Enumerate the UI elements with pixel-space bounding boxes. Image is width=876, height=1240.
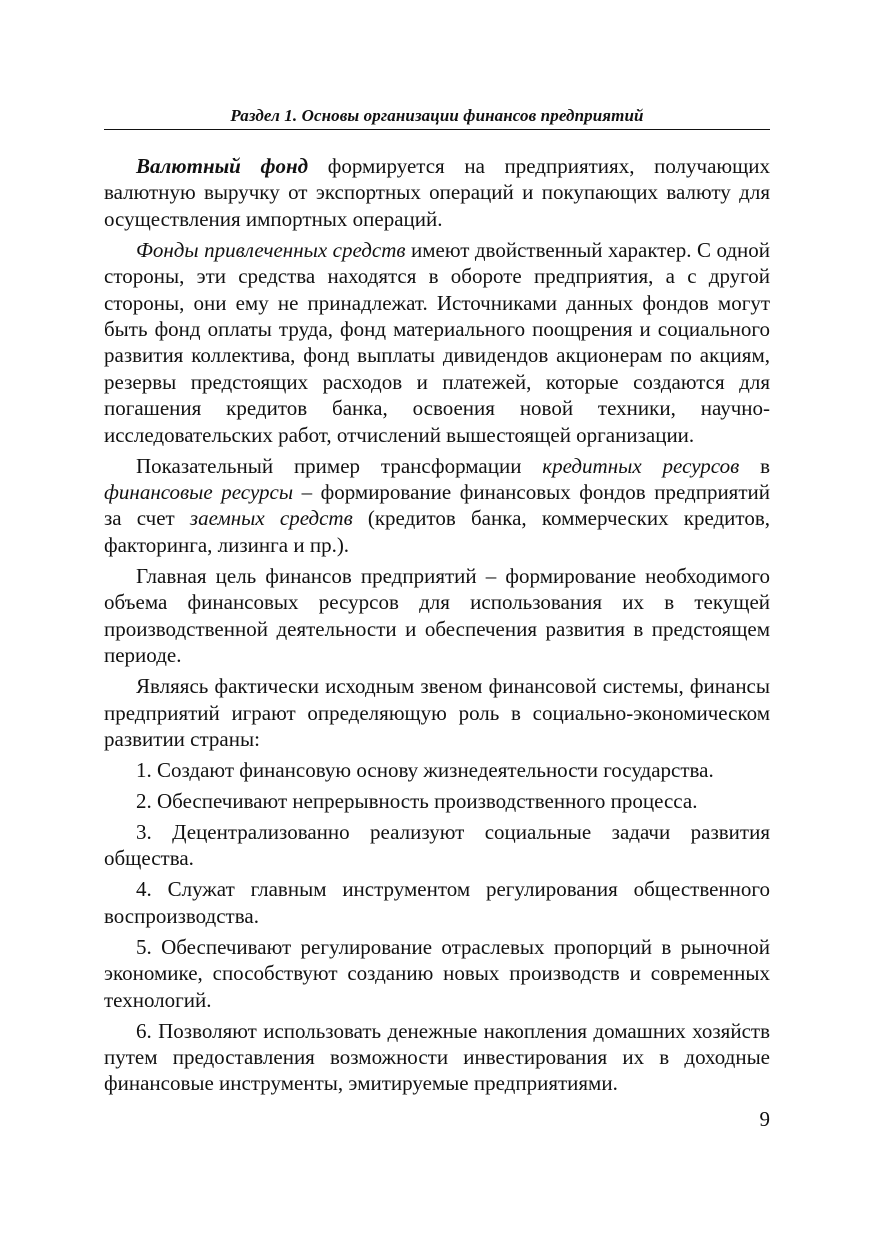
- text-segment: в: [739, 453, 770, 478]
- paragraph-transformation: [104, 453, 770, 559]
- body-text: [104, 153, 770, 1101]
- paragraph-borrowed-funds: [104, 237, 770, 448]
- term-borrowed-funds: Фонды привлеченных средств: [136, 237, 406, 262]
- text-segment: Показательный пример трансформации: [136, 453, 543, 478]
- page-number: 9: [759, 1107, 770, 1131]
- paragraph-text: имеют двойственный характер. С одной стороны, эти средства находятся в обороте предприятия, а с другой стороны, они ему не принадлежат. Источниками данных фондов могут быть фонд оплаты труда, фонд материального поощрения и социального развития коллектива, фонд выплаты дивидендов акционерам по акциям, резервы предстоящих расходов и платежей, которые создаются для погашения кредитов банка, освоения новой техники, научно-исследовательских работ, отчислений вышестоящей организации.: [104, 237, 771, 447]
- list-item: 5. Обеспечивают регулирование отраслевых пропорций в рыночной экономике, способствуют созданию новых производств и современных технологий.: [104, 934, 770, 1012]
- paragraph-role: Являясь фактически исходным звеном финансовой системы, финансы предприятий играют определяющую роль в социально-экономическом развитии страны:: [104, 674, 770, 751]
- list-item: 1. Создают финансовую основу жизнедеятельности государства.: [136, 757, 714, 782]
- list-item: 2. Обеспечивают непрерывность производственного процесса.: [136, 788, 698, 813]
- paragraph-currency-fund: [104, 153, 770, 232]
- paragraph-main-goal: Главная цель финансов предприятий – формирование необходимого объема финансовых ресурсов для использования их в текущей производственной деятельности и обеспечения развития в предстоящем периоде.: [104, 563, 770, 668]
- term-currency-fund: Валютный фонд: [136, 154, 309, 178]
- term-borrowed-means: заемных средств: [189, 506, 353, 531]
- term-financial-resources: финансовые ресурсы: [104, 480, 294, 505]
- text-segment: (кредитов банка, коммерческих кредитов, факторинга, лизинга и пр.).: [104, 506, 770, 557]
- header-rule: [104, 129, 770, 130]
- list-item: 4. Служат главным инструментом регулирования общественного воспроизводства.: [104, 877, 770, 928]
- paragraph-text: формируется на предприятиях, получающих валютную выручку от экспортных операций и покупающих валюту для осуществления импортных операций.: [104, 154, 770, 231]
- text-segment: – формирование финансовых фондов предприятий за счет: [104, 480, 770, 531]
- list-item: 6. Позволяют использовать денежные накопления домашних хозяйств путем предоставления возможности инвестирования их в доходные финансовые инструменты, эмитируемые предприятиями.: [104, 1018, 770, 1096]
- running-header: Раздел 1. Основы организации финансов предприятий: [230, 106, 644, 125]
- term-credit-resources: кредитных ресурсов: [542, 453, 740, 478]
- list-item: 3. Децентрализованно реализуют социальные задачи развития общества.: [104, 819, 770, 871]
